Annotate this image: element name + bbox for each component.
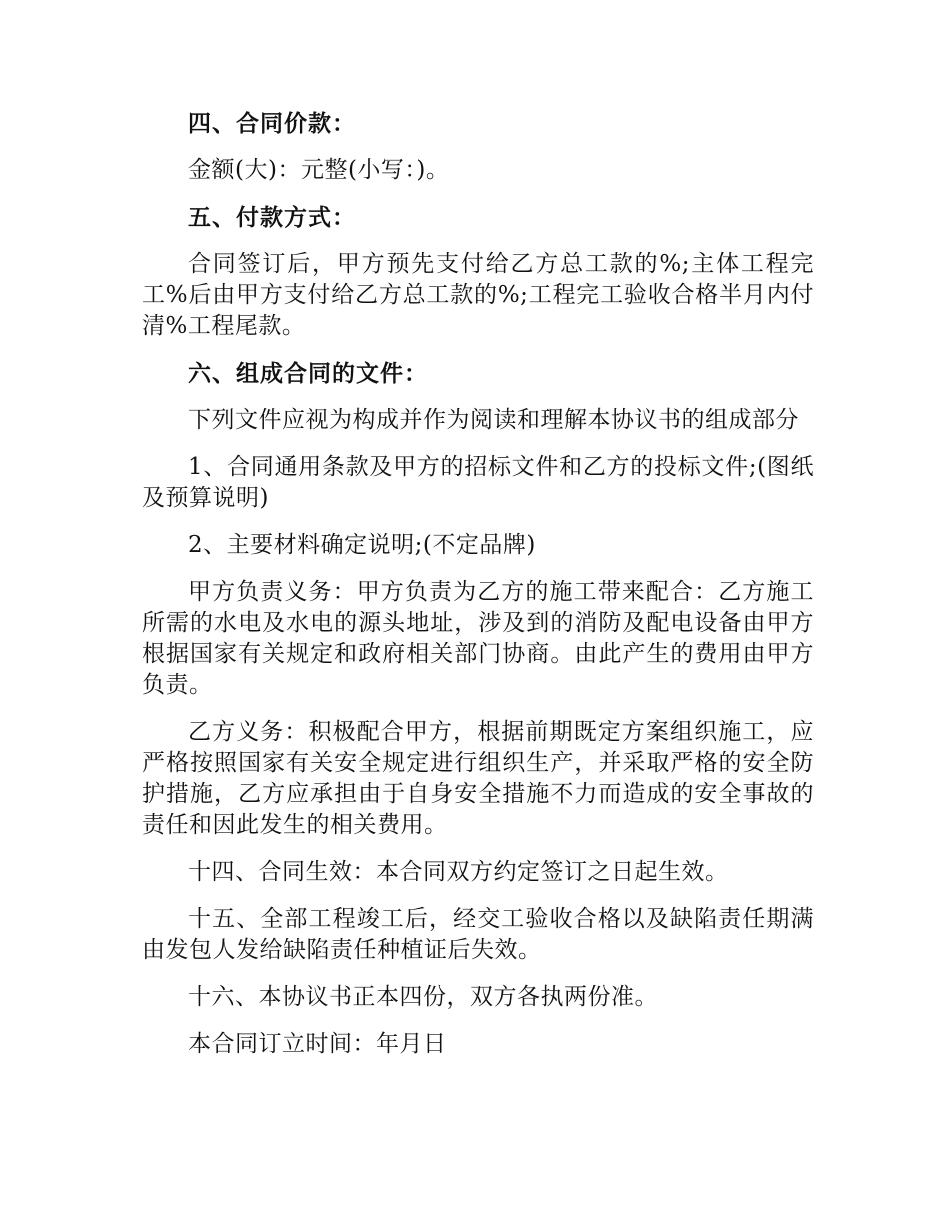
paragraph-party-a-obligations: 甲方负责义务：甲方负责为乙方的施工带来配合：乙方施工所需的水电及水电的源头地址，涉及到的消防及配电设备由甲方根据国家有关规定和政府相关部门协商。由此产生的费用由甲方负责。 — [142, 579, 814, 698]
paragraph-amount: 金额(大)：元整(小写：)。 — [188, 157, 450, 183]
section-heading-contract-documents: 六、组成合同的文件： — [188, 360, 428, 387]
paragraph-documents-intro: 下列文件应视为构成并作为阅读和理解本协议书的组成部分 — [188, 407, 799, 433]
paragraph-document-item-1: 1、合同通用条款及甲方的招标文件和乙方的投标文件;(图纸及预算说明) — [142, 454, 814, 511]
paragraph-clause-15: 十五、全部工程竣工后，经交工验收合格以及缺陷责任期满由发包人发给缺陷责任种植证后失效。 — [142, 906, 814, 963]
paragraph-party-b-obligations: 乙方义务：积极配合甲方，根据前期既定方案组织施工，应严格按照国家有关安全规定进行组织生产，并采取严格的安全防护措施，乙方应承担由于自身安全措施不力而造成的安全事故的责任和因此发生的相关费用。 — [142, 719, 814, 838]
section-heading-payment-method: 五、付款方式： — [188, 204, 356, 231]
section-heading-contract-price: 四、合同价款： — [188, 110, 356, 137]
paragraph-document-item-2: 2、主要材料确定说明;(不定品牌) — [188, 532, 536, 558]
paragraph-payment-terms: 合同签订后，甲方预先支付给乙方总工款的%;主体工程完工%后由甲方支付给乙方总工款的%;工程完工验收合格半月内付清%工程尾款。 — [142, 251, 814, 339]
paragraph-signing-date: 本合同订立时间：年月日 — [188, 1031, 447, 1057]
paragraph-clause-16: 十六、本协议书正本四份，双方各执两份准。 — [188, 984, 658, 1010]
document-body — [142, 108, 814, 1076]
paragraph-clause-14: 十四、合同生效：本合同双方约定签订之日起生效。 — [188, 859, 729, 885]
